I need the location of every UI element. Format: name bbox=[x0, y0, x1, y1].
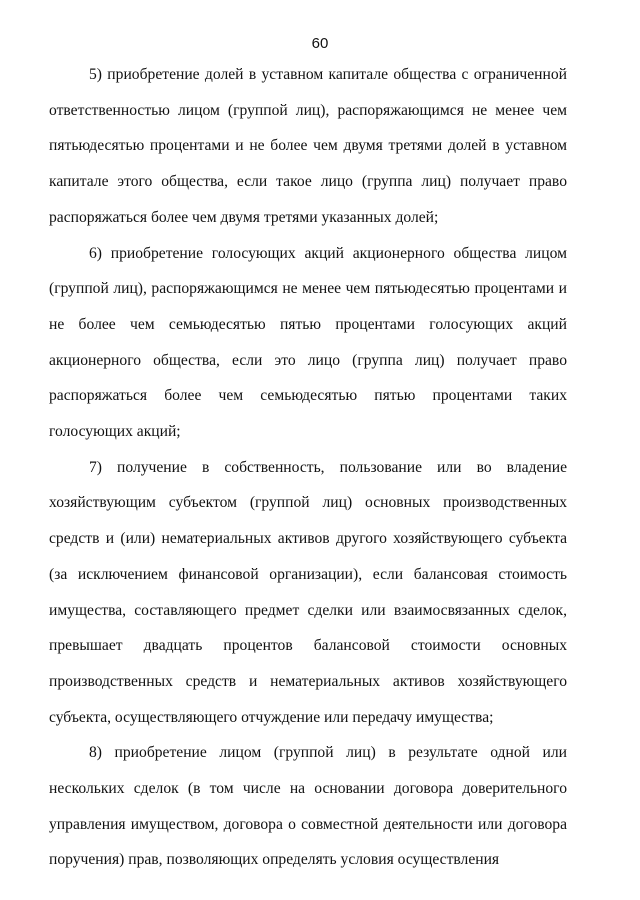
paragraph-item-8: 8) приобретение лицом (группой лиц) в результате одной или нескольких сделок (в том числе на основании договора доверительного управления имуществом, договора о совместной деятельности или договора поручения) прав, позволяющих определять условия осуществления bbox=[49, 744, 567, 869]
paragraph-item-6: 6) приобретение голосующих акций акционерного общества лицом (группой лиц), распоряжающимся не менее чем пятьюдесятью процентами и не более чем семьюдесятью пятью процентами голосующих акций акционерного общества, если это лицо (группа лиц) получает право распоряжаться более чем семьюдесятью пятью процентами таких голосующих акций; bbox=[49, 244, 567, 441]
document-body bbox=[49, 57, 567, 878]
paragraph-item-5: 5) приобретение долей в уставном капитале общества с ограниченной ответственностью лицом (группой лиц), распоряжающимся не менее чем пятьюдесятью процентами и не более чем двумя третями долей в уставном капитале этого общества, если такое лицо (группа лиц) получает право распоряжаться более чем двумя третями указанных долей; bbox=[49, 66, 567, 226]
page-number: 60 bbox=[311, 35, 329, 52]
paragraph-item-7: 7) получение в собственность, пользование или во владение хозяйствующим субъектом (группой лиц) основных производственных средств и (или) нематериальных активов другого хозяйствующего субъекта (за исключением финансовой организации), если балансовая стоимость имущества, составляющего предмет сделки или взаимосвязанных сделок, превышает двадцать процентов балансовой стоимости основных производственных средств и нематериальных активов хозяйствующего субъекта, осуществляющего отчуждение или передачу имущества; bbox=[49, 458, 567, 726]
